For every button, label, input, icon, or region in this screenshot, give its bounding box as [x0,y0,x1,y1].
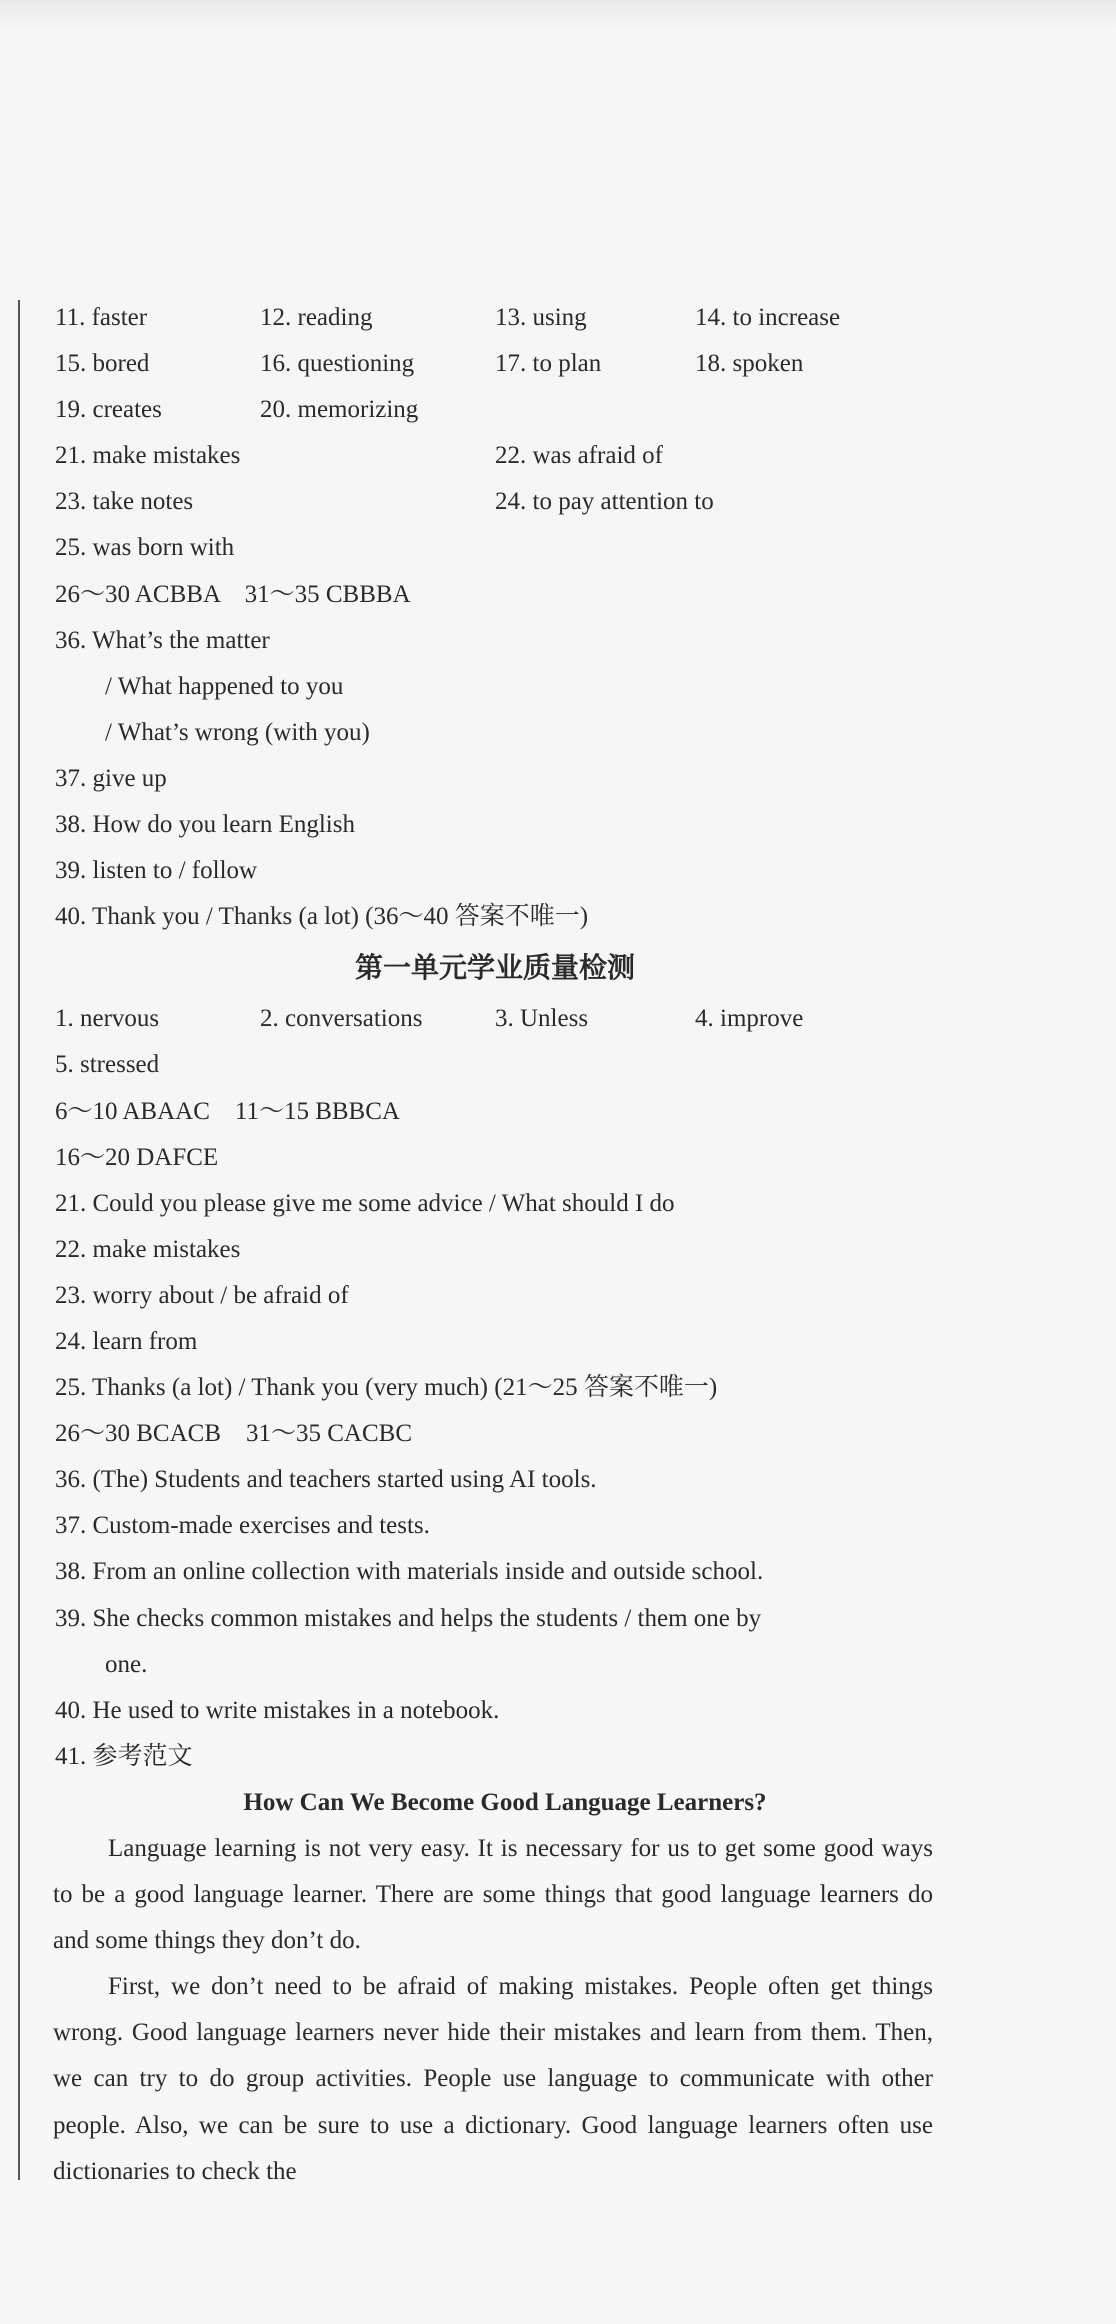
answer-item: 18. spoken [695,350,804,378]
answer-row [55,996,955,1042]
answer-item: 24. to pay attention to [495,488,714,516]
answer-item: 12. reading [260,304,373,331]
answer-line: 40. Thank you / Thanks (a lot) (36～40 答案不唯一) [55,903,589,931]
answer-line: 39. listen to / follow [55,857,258,885]
answer-item: 2. conversations [260,1005,423,1033]
answer-line: 23. worry about / be afraid of [55,1281,349,1309]
answer-row [55,341,955,387]
answer-line: / What’s wrong (with you) [105,718,370,746]
answer-line: 38. How do you learn English [55,811,355,839]
answer-item: 17. to plan [495,350,602,378]
answer-line: 6～10 ABAAC 11～15 BBBCA [55,1097,400,1125]
answer-line: 26～30 BCACB 31～35 CACBC [55,1420,413,1448]
answer-item: 3. Unless [495,1005,589,1033]
answer-line: 26～30 ACBBA 31～35 CBBBA [55,580,411,608]
answer-item: 14. to increase [695,304,841,331]
essay-title: How Can We Become Good Language Learners? [243,1788,767,1816]
answer-row [55,295,955,341]
answer-line: 38. From an online collection with materials inside and outside school. [55,1558,764,1586]
answer-line: / What happened to you [105,672,344,700]
answer-item: 4. improve [695,1005,804,1033]
answer-line: 24. learn from [55,1327,198,1355]
answer-item: 21. make mistakes [55,442,241,470]
answer-line: 25. was born with [55,534,235,562]
answer-item: 16. questioning [260,350,415,378]
section-heading: 第一单元学业质量检测 [354,951,635,985]
answer-line: 25. Thanks (a lot) / Thank you (very much) (21～25 答案不唯一) [55,1374,718,1402]
essay-paragraph: First, we don’t need to be afraid of making mistakes. People often get things wrong. Good language learners never hide their mistakes and learn from them. Then, we can try to do group activities. People use language to communicate with other people. Also, we can be sure to use a dictionary. Good language learners often use dictionaries to check the [53,1973,933,2185]
answer-line: 22. make mistakes [55,1235,241,1263]
essay-paragraph: Language learning is not very easy. It is necessary for us to get some good ways to be a good language learner. There are some things that good language learners do and some things they don’t do. [53,1835,933,1955]
answer-line: 37. give up [55,764,167,792]
answer-line: 36. (The) Students and teachers started using AI tools. [55,1466,597,1494]
answer-line: 16～20 DAFCE [55,1143,219,1171]
answer-line: 39. She checks common mistakes and helps the students / them one by [55,1604,762,1632]
answer-line: 40. He used to write mistakes in a notebook. [55,1696,500,1724]
answer-item: 11. faster [55,304,148,331]
answer-item: 23. take notes [55,488,194,516]
answer-row [55,387,955,433]
answer-item: 13. using [495,304,587,331]
answer-key-content [55,295,955,2195]
answer-item: 19. creates [55,396,162,424]
answer-line: one. [105,1650,148,1678]
answer-item: 1. nervous [55,1005,160,1033]
answer-line: 36. What’s the matter [55,626,270,654]
answer-row [55,433,955,479]
margin-rule [18,300,20,2180]
answer-row [55,479,955,525]
answer-line: 41. 参考范文 [55,1742,193,1770]
answer-item: 15. bored [55,350,150,378]
answer-line: 37. Custom-made exercises and tests. [55,1512,430,1540]
answer-line: 5. stressed [55,1051,160,1079]
answer-item: 22. was afraid of [495,442,663,470]
answer-line: 21. Could you please give me some advice / What should I do [55,1189,675,1217]
answer-item: 20. memorizing [260,396,419,424]
